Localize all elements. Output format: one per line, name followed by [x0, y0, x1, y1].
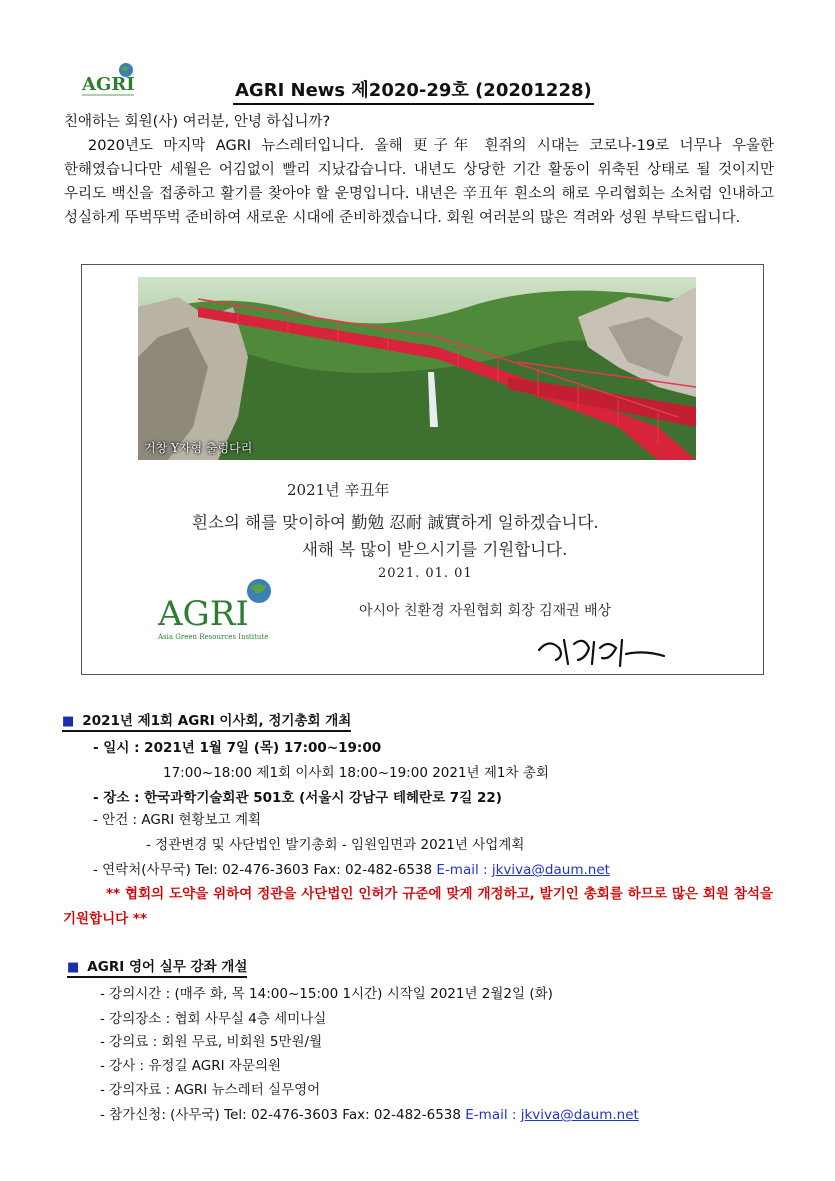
- square-bullet-icon: ■: [67, 960, 80, 975]
- card-year-line: 2021년 辛丑年: [287, 481, 390, 499]
- agri-logo-large: [154, 577, 289, 647]
- course-material: - 강의자료 : AGRI 뉴스레터 실무영어: [100, 1082, 321, 1098]
- bridge-photo: [138, 277, 696, 460]
- card-wish-line-1: 흰소의 해를 맞이하여 勤勉 忍耐 誠實하게 일하겠습니다.: [192, 513, 599, 532]
- contact-text: - 연락처(사무국) Tel: 02-476-3603 Fax: 02-482-6538: [93, 862, 437, 878]
- meeting-note: ** 협회의 도약을 위하여 정관을 사단법인 인허가 규준에 맞게 개정하고, 발기인 총회를 하므로 많은 회원 참석을 기원합니다 **: [63, 886, 773, 927]
- meeting-schedule: 17:00~18:00 제1회 이사회 18:00~19:00 2021년 제1차 총회: [163, 765, 549, 781]
- meeting-date: - 일시 : 2021년 1월 7일 (목) 17:00~19:00: [93, 740, 382, 756]
- course-place: - 강의장소 : 협회 사무실 4층 세미나실: [100, 1011, 327, 1027]
- course-lecturer: - 강사 : 유정길 AGRI 자문의원: [100, 1058, 282, 1074]
- newsletter-title: AGRI News 제2020-29호 (20201228): [233, 76, 594, 105]
- card-sender: 아시아 친환경 자원협회 회장 김재권 배상: [359, 603, 612, 619]
- course-time: - 강의시간 : (매주 화, 목 14:00~15:00 1시간) 시작일 2021년 2월2일 (화): [100, 986, 553, 1002]
- email-link[interactable]: jkviva@daum.net: [520, 1107, 639, 1123]
- email-label: E-mail :: [436, 862, 488, 878]
- card-wish-line-2: 새해 복 많이 받으시기를 기원합니다.: [302, 540, 568, 559]
- section-title-board-meeting: [62, 709, 351, 732]
- meeting-contact: [93, 858, 610, 878]
- photo-caption: 거창 Y자형 출렁다리: [144, 441, 253, 455]
- email-label: E-mail :: [465, 1107, 517, 1123]
- section-title-text: AGRI 영어 실무 강좌 개설: [87, 959, 248, 975]
- svg-text:Asia Green Resources Institute: Asia Green Resources Institute: [158, 633, 269, 641]
- agri-logo-small: [78, 60, 138, 104]
- meeting-place: - 장소 : 한국과학기술회관 501호 (서울시 강남구 테헤란로 7길 22): [93, 790, 502, 806]
- course-fee: - 강의료 : 회원 무료, 비회원 5만원/월: [100, 1034, 323, 1050]
- intro-paragraph: [64, 134, 774, 230]
- svg-text:AGRI: AGRI: [82, 74, 135, 95]
- square-bullet-icon: ■: [62, 714, 75, 729]
- meeting-agenda-detail: - 정관변경 및 사단법인 발기총회 - 임원임면과 2021년 사업계획: [146, 837, 525, 853]
- signature: [534, 630, 674, 670]
- card-date: 2021. 01. 01: [378, 566, 473, 581]
- svg-text:AGRI: AGRI: [158, 594, 249, 634]
- meeting-agenda: - 안건 : AGRI 현황보고 계획: [93, 812, 262, 828]
- intro-body: 2020년도 마지막 AGRI 뉴스레터입니다. 올해 更子年 흰쥐의 시대는 코로나-19로 너무나 우울한 한해였습니다만 세월은 어김없이 빨리 지났갑습니다. 내년도 상당한 기간 활동이 위축된 상태로 될 것이지만 우리도 백신을 접종하고 활기를 찾아야 할 운명입니다. 내년은 辛丑年 흰소의 해로 우리협회는 소처럼 인내하고 성실하게 뚜벅뚜벅 준비하여 새로운 시대에 준비하겠습니다. 회원 여러분의 많은 격려와 성원 부탁드립니다.: [64, 138, 774, 226]
- application-text: - 참가신청: (사무국) Tel: 02-476-3603 Fax: 02-482-6538: [100, 1107, 466, 1123]
- section-title-english-course: [67, 955, 247, 978]
- section-title-text: 2021년 제1회 AGRI 이사회, 정기총회 개최: [82, 713, 352, 729]
- course-application: [100, 1103, 639, 1123]
- email-link[interactable]: jkviva@daum.net: [491, 862, 610, 878]
- greeting-text: 친애하는 회원(사) 여러분, 안녕 하십니까?: [64, 114, 331, 130]
- new-year-card: [81, 264, 764, 675]
